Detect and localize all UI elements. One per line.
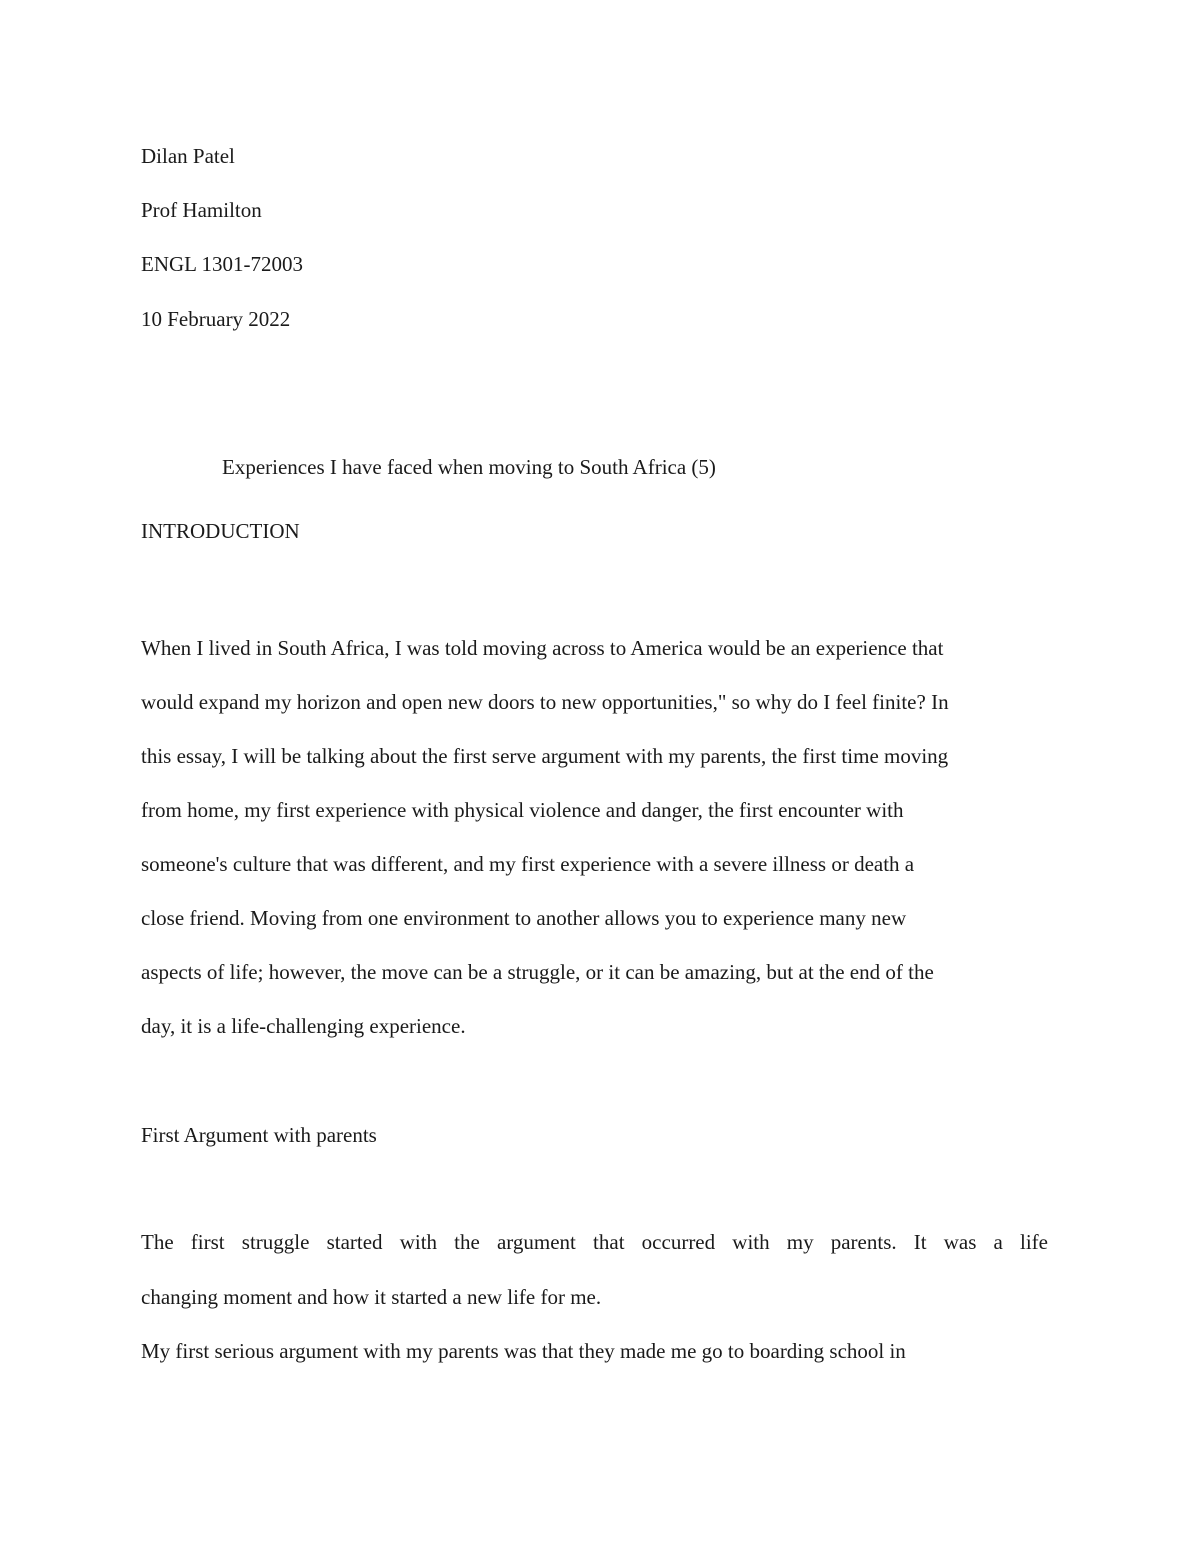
instructor-name: Prof Hamilton xyxy=(141,198,262,222)
argument-line: My first serious argument with my parents was that they made me go to boarding school in xyxy=(141,1339,906,1363)
intro-line: from home, my first experience with physical violence and danger, the first encounter with xyxy=(141,798,904,822)
intro-line: this essay, I will be talking about the first serve argument with my parents, the first time moving xyxy=(141,744,949,768)
course-code: ENGL 1301-72003 xyxy=(141,252,303,276)
document-date: 10 February 2022 xyxy=(141,307,291,331)
argument-line: The first struggle started with the argument that occurred with my parents. It was a life xyxy=(141,1230,1048,1254)
intro-line: When I lived in South Africa, I was told moving across to America would be an experience that xyxy=(141,636,944,660)
argument-line: changing moment and how it started a new life for me. xyxy=(141,1285,602,1309)
author-name: Dilan Patel xyxy=(141,144,235,168)
intro-line: aspects of life; however, the move can be a struggle, or it can be amazing, but at the end of the xyxy=(141,960,934,984)
intro-line: day, it is a life-challenging experience. xyxy=(141,1014,466,1038)
essay-title: Experiences I have faced when moving to South Africa (5) xyxy=(222,455,716,479)
first-argument-heading: First Argument with parents xyxy=(141,1123,377,1147)
intro-line: someone's culture that was different, and my first experience with a severe illness or death a xyxy=(141,852,915,876)
intro-line: close friend. Moving from one environment to another allows you to experience many new xyxy=(141,906,907,930)
introduction-heading: INTRODUCTION xyxy=(141,519,300,543)
intro-line: would expand my horizon and open new doors to new opportunities," so why do I feel finite? In xyxy=(141,690,949,714)
